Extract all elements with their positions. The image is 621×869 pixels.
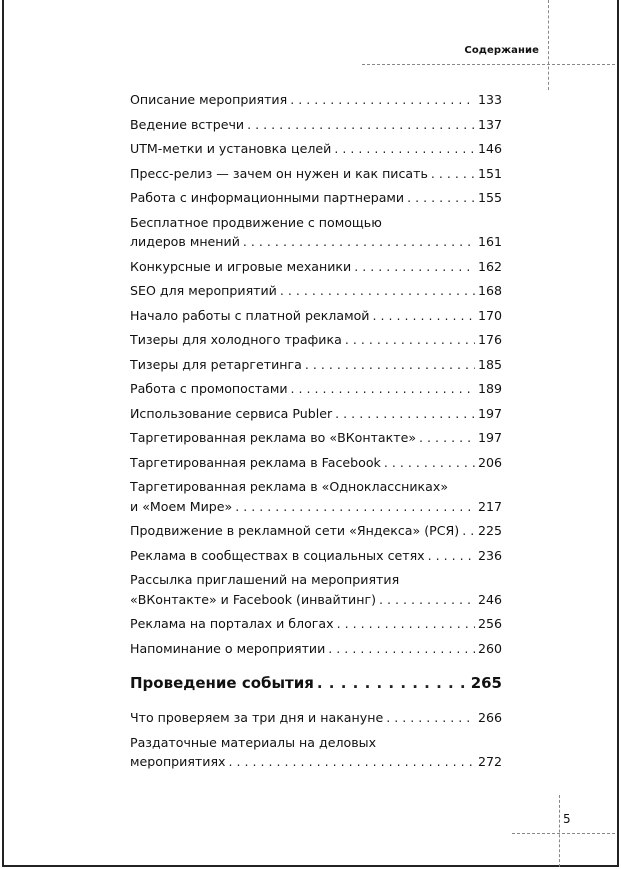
leader-dots: [379, 590, 475, 610]
toc-entry-page: 236: [477, 547, 502, 563]
leader-dots: [386, 708, 475, 728]
toc-entry-title-line2: лидеров мнений: [130, 234, 240, 249]
leader-dots: [431, 164, 475, 184]
leader-dots: [354, 257, 475, 277]
leader-dots: [235, 497, 475, 517]
toc-entry-page: 168: [477, 283, 502, 298]
toc-entry-title: Тизеры для холодного трафика: [130, 332, 342, 347]
toc-entry-title: Тизеры для ретаргетинга: [130, 356, 302, 372]
toc-entry[interactable]: [130, 428, 502, 448]
toc-entry-page: 225: [477, 523, 502, 538]
toc-entry[interactable]: [130, 330, 502, 350]
toc-entry-page: 170: [477, 307, 502, 323]
toc-entry-page: 217: [477, 498, 502, 514]
toc-entry-page: 197: [477, 430, 502, 445]
toc-entry[interactable]: [130, 614, 502, 634]
toc-entry-page: 161: [477, 234, 502, 249]
toc-entry[interactable]: [130, 453, 502, 473]
toc-entry-page: 272: [477, 754, 502, 769]
leader-dots: [334, 139, 475, 159]
toc-entry[interactable]: [130, 708, 502, 728]
toc-entry[interactable]: [130, 404, 502, 424]
toc-entry-title: Напоминание о мероприятии: [130, 640, 326, 656]
toc-entry-page: 151: [477, 165, 502, 181]
leader-dots: [291, 379, 475, 399]
toc-entry-page: 197: [477, 405, 502, 421]
toc-entry[interactable]: [130, 257, 502, 277]
leader-dots: [407, 188, 475, 208]
toc-entry-title: Реклама в сообществах в социальных сетях: [130, 547, 425, 563]
toc-entry-title: Таргетированная реклама в Facebook: [130, 454, 381, 470]
leader-dots: [337, 614, 475, 634]
page-number: 5: [563, 812, 571, 826]
toc-entry-page: 176: [477, 332, 502, 347]
crop-mark: [512, 833, 615, 834]
toc-entry-title-line2: «ВКонтакте» и Facebook (инвайтинг): [130, 591, 376, 607]
toc-entry[interactable]: [130, 164, 502, 184]
leader-dots: [328, 639, 475, 659]
toc-entry[interactable]: [130, 379, 502, 399]
toc-entry-title: Работа с информационными партнерами: [130, 190, 405, 205]
running-header: Содержание: [464, 45, 539, 56]
toc-entry-title: Описание мероприятия: [130, 92, 288, 107]
toc-entry-page: 246: [477, 591, 502, 607]
toc-entry-page: 137: [477, 116, 502, 132]
crop-mark: [548, 0, 549, 90]
toc-entry[interactable]: [130, 139, 502, 159]
leader-dots: [280, 281, 475, 301]
toc-entry-page: 162: [477, 258, 502, 274]
toc-entry-title: Работа с промопостами: [130, 381, 288, 396]
crop-mark: [362, 64, 615, 65]
toc-entry-page: 146: [477, 141, 502, 156]
toc-entry-page: 260: [477, 640, 502, 656]
toc-entry[interactable]: [130, 570, 502, 609]
toc-entry-page: 189: [477, 381, 502, 396]
toc-entry[interactable]: [130, 306, 502, 326]
toc-entry-page: 256: [477, 616, 502, 631]
toc-entry-title: Реклама на порталах и блогах: [130, 616, 334, 631]
crop-mark: [559, 795, 560, 867]
toc-entry-title-line1: Раздаточные материалы на деловых: [130, 734, 377, 750]
section-page: 265: [470, 674, 502, 692]
toc-entry-title: SEO для мероприятий: [130, 283, 277, 298]
toc-entry-title-line1: Рассылка приглашений на мероприятия: [130, 572, 400, 587]
toc-entry[interactable]: [130, 281, 502, 301]
toc-entry-title-line1: Бесплатное продвижение с помощью: [130, 214, 382, 230]
section-title: Проведение события: [130, 674, 314, 692]
toc-entry-title: Продвижение в рекламной сети «Яндекса» (РСЯ): [130, 523, 460, 538]
leader-dots: [462, 521, 475, 541]
leader-dots: [372, 306, 474, 326]
toc-entry-page: 185: [477, 356, 502, 372]
leader-dots: [345, 330, 475, 350]
toc-entry-title: Таргетированная реклама во «ВКонтакте»: [130, 430, 417, 445]
toc-entry[interactable]: [130, 477, 502, 516]
toc-entry-page: 133: [477, 92, 502, 107]
toc-entry-title: Начало работы с платной рекламой: [130, 307, 370, 323]
leader-dots: [384, 453, 475, 473]
toc-entry[interactable]: [130, 115, 502, 135]
toc-entry[interactable]: [130, 639, 502, 659]
leader-dots: [290, 90, 475, 110]
toc-entry-title-line2: мероприятиях: [130, 754, 226, 769]
toc-entry-title: Ведение встречи: [130, 116, 245, 132]
toc-entry[interactable]: [130, 90, 502, 110]
leader-dots: [419, 428, 475, 448]
leader-dots: [247, 115, 475, 135]
toc-entry[interactable]: [130, 521, 502, 541]
leader-dots: [243, 232, 475, 252]
toc-entry-title: UTM-метки и установка целей: [130, 141, 332, 156]
toc-entry[interactable]: [130, 213, 502, 252]
toc-entry-title: Что проверяем за три дня и накануне: [130, 710, 384, 725]
leader-dots: [335, 404, 475, 424]
table-of-contents: [130, 90, 502, 777]
toc-entry-title: Использование сервиса Publer: [130, 405, 333, 421]
toc-entry-title: Конкурсные и игровые механики: [130, 258, 352, 274]
leader-dots: [428, 546, 475, 566]
toc-section-heading[interactable]: [130, 672, 502, 694]
toc-entry[interactable]: [130, 355, 502, 375]
toc-entry[interactable]: [130, 546, 502, 566]
toc-entry-page: 206: [477, 454, 502, 470]
toc-entry-title-line1: Таргетированная реклама в «Одноклассниках»: [130, 479, 449, 494]
toc-entry[interactable]: [130, 188, 502, 208]
toc-entry-page: 155: [477, 190, 502, 205]
toc-entry[interactable]: [130, 733, 502, 772]
leader-dots: [305, 355, 475, 375]
toc-entry-page: 266: [477, 710, 502, 725]
leader-dots: [229, 752, 475, 772]
leader-dots: [317, 672, 468, 694]
toc-entry-title-line2: и «Моем Мире»: [130, 498, 233, 514]
toc-entry-title: Пресс-релиз — зачем он нужен и как писать: [130, 165, 428, 181]
